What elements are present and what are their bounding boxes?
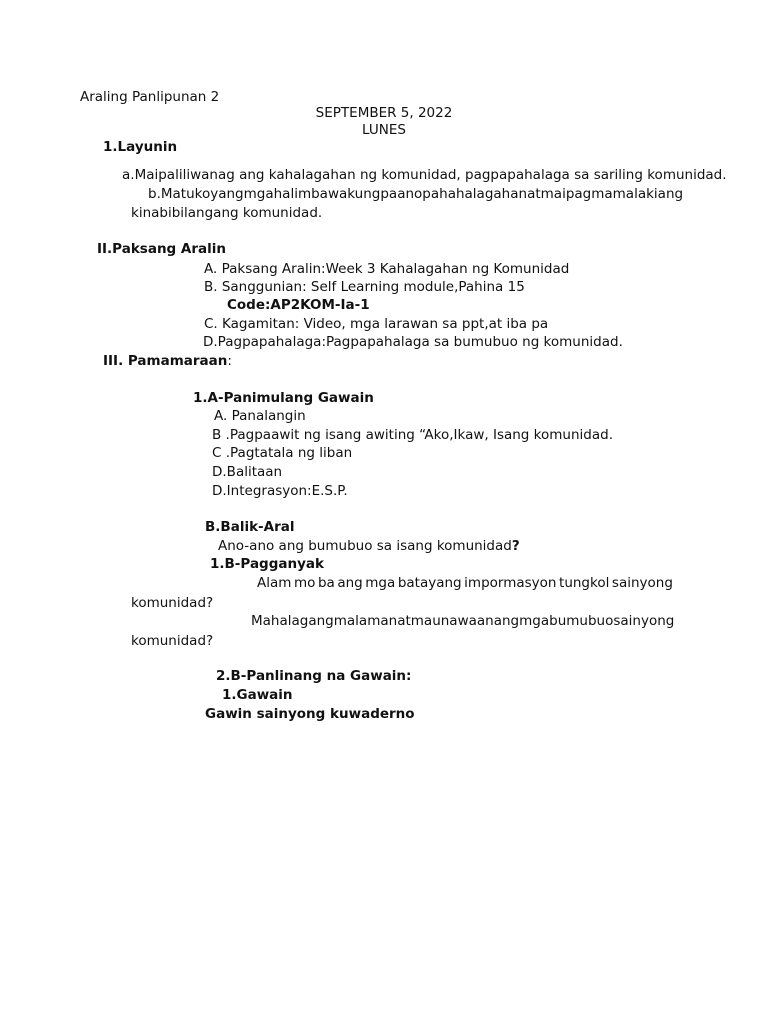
paksa-code: Code:AP2KOM-Ia-1 (227, 297, 370, 313)
section-pamamaraan (103, 352, 232, 370)
panimulang-item: B .Pagpaawit ng isang awiting “Ako,Ikaw, Isang komunidad. (212, 427, 613, 443)
pagganyak-q2-line-2: komunidad? (131, 633, 214, 649)
pagganyak-question-1 (131, 574, 673, 612)
objective-b-line-2: kinabibilangang komunidad. (131, 205, 323, 221)
lesson-date: SEPTEMBER 5, 2022 (315, 105, 453, 121)
balik-aral-title: B.Balik-Aral (205, 519, 295, 535)
objective-b (131, 185, 684, 222)
paksa-item-b: B. Sanggunian: Self Learning module,Pahina 15 (204, 279, 525, 295)
panimulang-item: A. Panalangin (214, 408, 306, 424)
gawain-instruction: Gawin sainyong kuwaderno (205, 706, 415, 722)
panimulang-gawain-title: 1.A-Panimulang Gawain (193, 390, 374, 406)
objective-a: a.Maipaliliwanag ang kahalagahan ng komunidad, pagpapahalaga sa sariling komunidad. (122, 167, 727, 183)
section-layunin-title: 1.Layunin (103, 139, 178, 155)
pagganyak-title: 1.B-Pagganyak (210, 556, 324, 572)
gawain-title: 1.Gawain (222, 687, 293, 703)
lesson-day: LUNES (362, 122, 406, 138)
objective-b-line-1: b.Matukoy ang mga halimbawa kung paano pahahalagahan at maipagmamalaki ang (148, 186, 684, 202)
pagganyak-q1-line-1: Alam mo ba ang mga batayang impormasyon tungkol sainyong (257, 575, 673, 591)
pagganyak-question-2 (131, 612, 673, 650)
paksa-item-c: C. Kagamitan: Video, mga larawan sa ppt,at iba pa (204, 316, 549, 332)
panimulang-item: C .Pagtatala ng liban (212, 445, 353, 461)
pagganyak-q2-line-1: Mahalagang malaman at maunawaan ang mga bumubuo sainyong (251, 613, 675, 629)
paksa-item-d: D.Pagpapahalaga:Pagpapahalaga sa bumubuo ng komunidad. (203, 334, 623, 350)
section-pamamaraan-title: III. Pamamaraan (103, 353, 228, 369)
panimulang-item: D.Balitaan (212, 464, 283, 480)
section-paksang-aralin-title: II.Paksang Aralin (97, 241, 226, 257)
panimulang-item: D.Integrasyon:E.S.P. (212, 483, 348, 499)
pagganyak-q1-line-2: komunidad? (131, 595, 214, 611)
balik-aral-question: Ano-ano ang bumubuo sa isang komunidad? (218, 538, 520, 554)
subject-title: Araling Panlipunan 2 (80, 89, 220, 105)
section-pamamaraan-colon: : (227, 353, 232, 369)
paksa-item-a: A. Paksang Aralin:Week 3 Kahalagahan ng Komunidad (204, 261, 570, 277)
panlinang-gawain-title: 2.B-Panlinang na Gawain: (216, 668, 412, 684)
